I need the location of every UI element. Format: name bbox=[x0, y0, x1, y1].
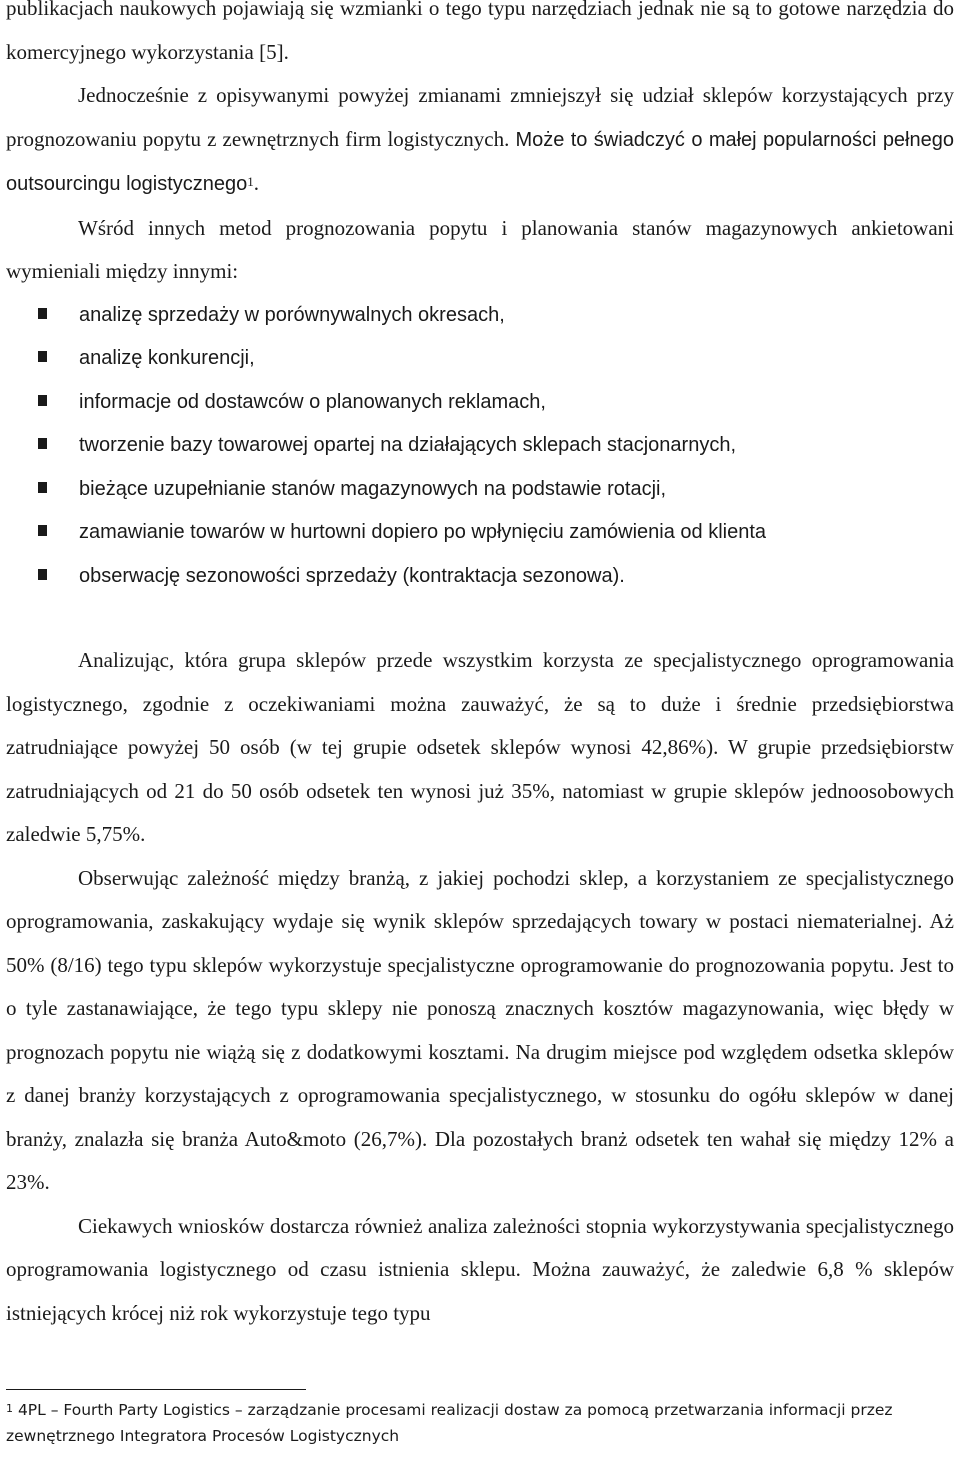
footnote-text: 4PL – Fourth Party Logistics – zarządzanie procesami realizacji dostaw za pomocą przetwarzania informacji przez zewnętrznego Integratora Procesów Logistycznych bbox=[6, 1401, 893, 1445]
paragraph-outsourcing-text-c: . bbox=[253, 171, 260, 195]
list-item bbox=[6, 381, 954, 425]
list-item-text: tworzenie bazy towarowej opartej na działających sklepach stacjonarnych, bbox=[79, 434, 737, 456]
list-item-text: analizę konkurencji, bbox=[79, 347, 255, 369]
square-bullet-icon bbox=[38, 308, 47, 319]
square-bullet-icon bbox=[38, 525, 47, 536]
list-item bbox=[6, 555, 954, 599]
footnote bbox=[6, 1397, 954, 1449]
list-item-text: zamawianie towarów w hurtowni dopiero po wpłynięciu zamówienia od klienta bbox=[79, 521, 767, 543]
list-item-text: analizę sprzedaży w porównywalnych okresach, bbox=[79, 303, 505, 326]
list-item bbox=[6, 424, 954, 468]
square-bullet-icon bbox=[38, 351, 47, 362]
footnote-number: 1 bbox=[6, 1402, 13, 1415]
paragraph-company-size: Analizując, która grupa sklepów przede wszystkim korzysta ze specjalistycznego oprogramowania logistycznego, zgodnie z oczekiwaniami można zauważyć, że są to duże i średnie przedsiębiorstwa zatrudniające powyżej 50 osób (w tej grupie odsetek sklepów wynosi 42,86%). W grupie przedsiębiorstw zatrudniających od 21 do 50 osób odsetek ten wynosi już 35%, natomiast w grupie sklepów jednoosobowych zaledwie 5,75%. bbox=[6, 648, 954, 846]
paragraph-shop-age: Ciekawych wniosków dostarcza również analiza zależności stopnia wykorzystywania specjalistycznego oprogramowania logistycznego od czasu istnienia sklepu. Można zauważyć, że zaledwie 6,8 % sklepów istniejących krócej niż rok wykorzystuje tego typu bbox=[6, 1213, 954, 1325]
list-item bbox=[6, 468, 954, 512]
methods-bullet-list bbox=[6, 294, 954, 599]
list-item bbox=[6, 511, 954, 555]
paragraph-outsourcing-text-a: Jednocześnie z opisywanymi powyżej zmianami zmniejszył się udział sklepów korzystających przy prognozowaniu popytu z zewnętrznych firm logistycznych. bbox=[6, 83, 954, 151]
square-bullet-icon bbox=[38, 482, 47, 493]
paragraph-outsourcing bbox=[6, 74, 954, 207]
footnote-reference[interactable]: 1 bbox=[247, 174, 254, 189]
square-bullet-icon bbox=[38, 569, 47, 580]
footnote-separator bbox=[6, 1389, 306, 1390]
square-bullet-icon bbox=[38, 438, 47, 449]
list-item-text: informacje od dostawców o planowanych reklamach, bbox=[79, 390, 546, 413]
paragraph-outsourcing-text-b: Może to świadczyć o małej popularności pełnego outsourcingu logistycznego bbox=[6, 128, 954, 195]
paragraph-continuation: publikacjach naukowych pojawiają się wzmianki o tego typu narzędziach jednak nie są to gotowe narzędzia do komercyjnego wykorzystania [5]. bbox=[6, 0, 954, 64]
paragraph-industry: Obserwując zależność między branżą, z jakiej pochodzi sklep, a korzystaniem ze specjalistycznego oprogramowania, zaskakujący wydaje się wynik sklepów sprzedających towary w postaci niematerialnej. Aż 50% (8/16) tego typu sklepów wykorzystuje specjalistyczne oprogramowanie do prognozowania popytu. Jest to o tyle zastanawiające, że tego typu sklepy nie ponoszą znacznych kosztów magazynowania, więc błędy w prognozach popytu nie wiążą się z dodatkowymi kosztami. Na drugim miejsce pod względem odsetka sklepów z danej branży korzystających z oprogramowania specjalistycznego, w stosunku do ogółu sklepów w danej branży, znalazła się branża Auto&moto (26,7%). Dla pozostałych branż odsetek ten wahał się między 12% a 23%. bbox=[6, 865, 954, 1194]
square-bullet-icon bbox=[38, 395, 47, 406]
paragraph-methods-intro: Wśród innych metod prognozowania popytu i planowania stanów magazynowych ankietowani wymieniali między innymi: bbox=[6, 215, 954, 283]
list-item-text: bieżące uzupełnianie stanów magazynowych na podstawie rotacji, bbox=[79, 477, 667, 500]
list-item bbox=[6, 337, 954, 381]
list-item bbox=[6, 294, 954, 338]
spacer bbox=[6, 598, 954, 639]
list-item-text: obserwację sezonowości sprzedaży (kontraktacja sezonowa). bbox=[79, 564, 625, 587]
